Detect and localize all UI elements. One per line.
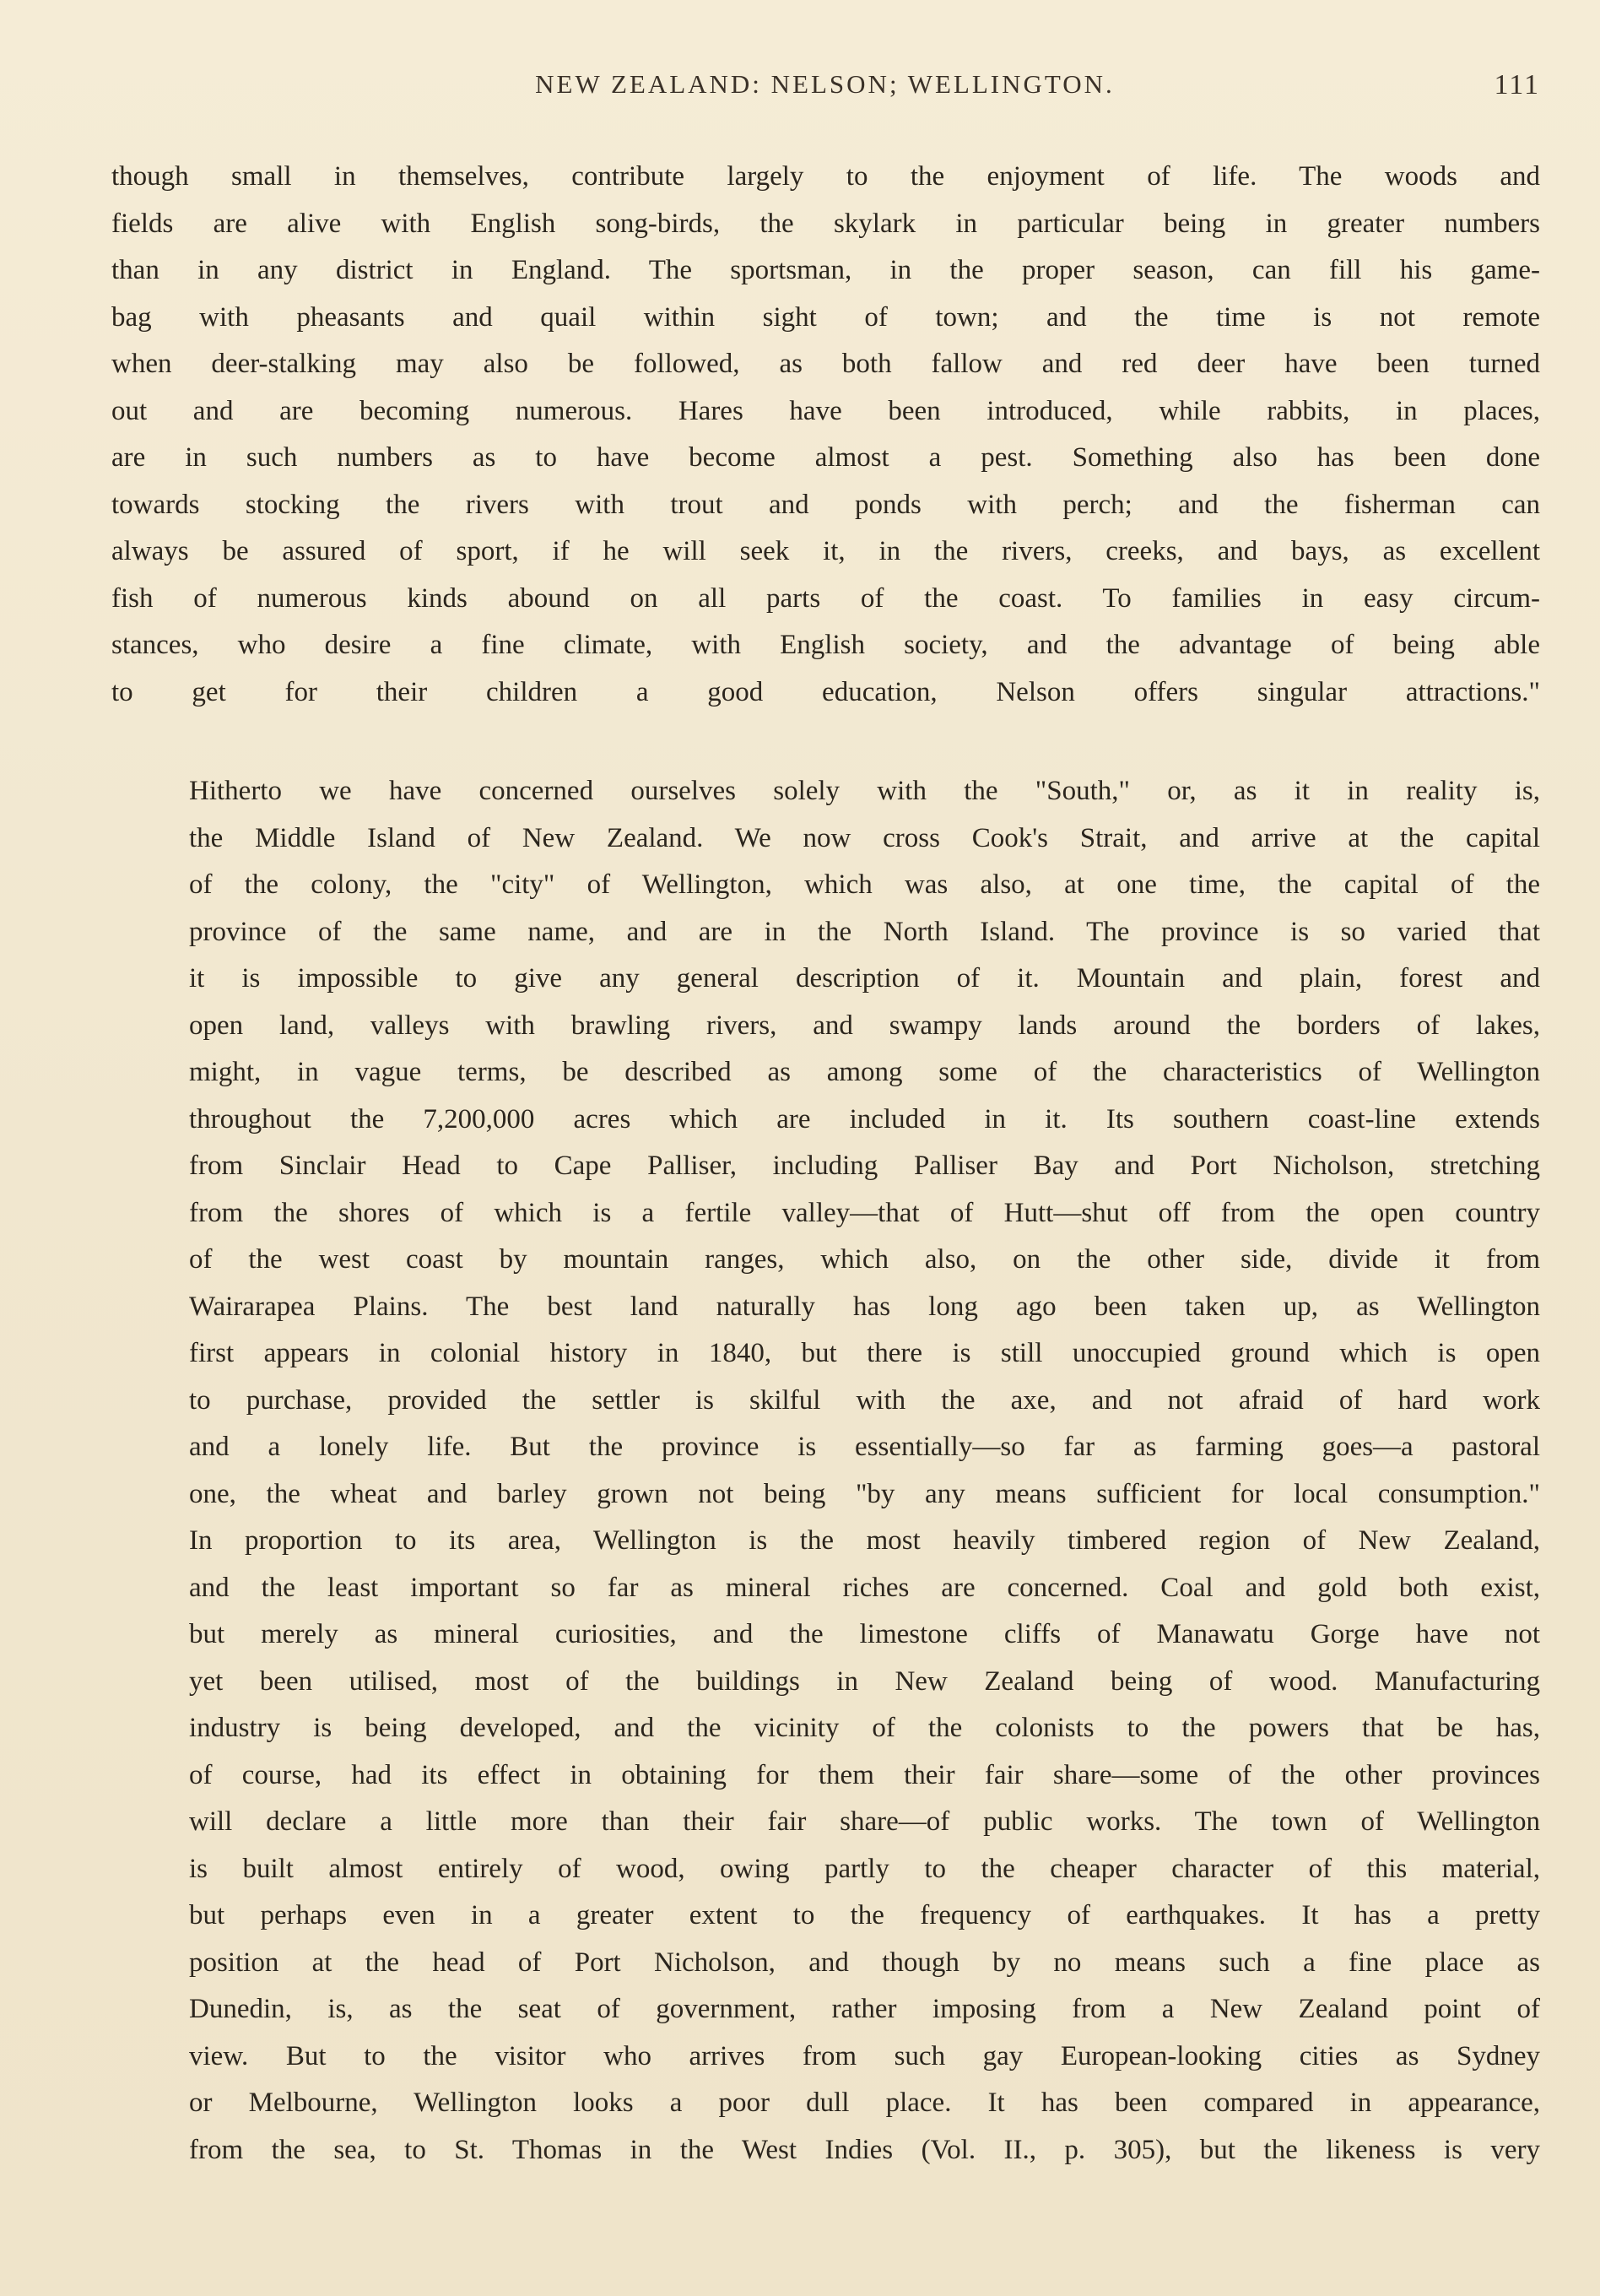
text-line: yet been utilised, most of the buildings in New Zealand being of wood. Manufacturing — [189, 1665, 1540, 1697]
paragraph-nelson-attractions — [111, 154, 1540, 716]
text-line: stances, who desire a fine climate, with English society, and the advantage of being able — [111, 630, 1540, 660]
running-header — [110, 69, 1540, 111]
text-line: and a lonely life. But the province is essentially—so far as farming goes—a pastoral — [189, 1432, 1540, 1462]
text-line: might, in vague terms, be described as among some of the characteristics of Wellington — [189, 1057, 1540, 1087]
text-line: from the shores of which is a fertile valley—that of Hutt—shut off from the open country — [189, 1197, 1540, 1228]
text-line: but merely as mineral curiosities, and the limestone cliffs of Manawatu Gorge have not — [189, 1619, 1540, 1649]
text-line: from the sea, to St. Thomas in the West Indies (Vol. II., p. 305), but the likeness is very — [189, 2134, 1540, 2165]
text-line: province of the same name, and are in the North Island. The province is so varied that — [189, 916, 1540, 947]
text-line: and the least important so far as mineral riches are concerned. Coal and gold both exist, — [189, 1572, 1540, 1603]
text-line: position at the head of Port Nicholson, and though by no means such a fine place as — [189, 1947, 1540, 1978]
text-line: but perhaps even in a greater extent to the frequency of earthquakes. It has a pretty — [189, 1900, 1540, 1930]
text-line: is built almost entirely of wood, owing partly to the cheaper character of this material, — [189, 1853, 1540, 1884]
text-line: fish of numerous kinds abound on all parts of the coast. To families in easy circum- — [111, 582, 1540, 614]
text-line: than in any district in England. The sportsman, in the proper season, can fill his game- — [111, 255, 1540, 285]
paragraph-wellington — [111, 768, 1540, 2174]
text-line: to purchase, provided the settler is skilful with the axe, and not afraid of hard work — [189, 1384, 1540, 1416]
text-line: when deer-stalking may also be followed, as both fallow and red deer have been turned — [111, 349, 1540, 379]
text-line: first appears in colonial history in 1840, but there is still unoccupied ground which is open — [189, 1338, 1540, 1368]
text-line: to get for their children a good education, Nelson offers singular attractions." — [111, 676, 1540, 707]
text-line: out and are becoming numerous. Hares have been introduced, while rabbits, in places, — [111, 395, 1540, 426]
text-line: view. But to the visitor who arrives from such gay European-looking cities as Sydney — [189, 2040, 1540, 2071]
text-line: Wairarapea Plains. The best land naturally has long ago been taken up, as Wellington — [189, 1291, 1540, 1322]
text-line: of the west coast by mountain ranges, which also, on the other side, divide it from — [189, 1244, 1540, 1275]
text-line: Dunedin, is, as the seat of government, rather imposing from a New Zealand point of — [189, 1994, 1540, 2024]
text-line: of course, had its effect in obtaining for them their fair share—some of the other provinces — [189, 1759, 1540, 1790]
text-line: bag with pheasants and quail within sight of town; and the time is not remote — [111, 301, 1540, 333]
text-line: one, the wheat and barley grown not being "by any means sufficient for local consumption." — [189, 1478, 1540, 1509]
text-line: Hitherto we have concerned ourselves solely with the "South," or, as it in reality is, — [189, 776, 1540, 806]
text-line: the Middle Island of New Zealand. We now cross Cook's Strait, and arrive at the capital — [189, 822, 1540, 853]
text-line: fields are alive with English song-birds, the skylark in particular being in greater numbers — [111, 208, 1540, 239]
text-line: of the colony, the "city" of Wellington, which was also, at one time, the capital of the — [189, 869, 1540, 900]
page-number: 111 — [1494, 69, 1540, 100]
text-line: though small in themselves, contribute largely to the enjoyment of life. The woods and — [111, 161, 1540, 192]
text-line: In proportion to its area, Wellington is the most heavily timbered region of New Zealand, — [189, 1525, 1540, 1556]
text-line: industry is being developed, and the vicinity of the colonists to the powers that be has, — [189, 1713, 1540, 1743]
text-line: open land, valleys with brawling rivers, and swampy lands around the borders of lakes, — [189, 1010, 1540, 1041]
text-line: throughout the 7,200,000 acres which are included in it. Its southern coast-line extends — [189, 1103, 1540, 1134]
text-line: or Melbourne, Wellington looks a poor dull place. It has been compared in appearance, — [189, 2088, 1540, 2118]
body-text — [111, 154, 1540, 2174]
text-line: from Sinclair Head to Cape Palliser, including Palliser Bay and Port Nicholson, stretching — [189, 1151, 1540, 1181]
text-line: it is impossible to give any general description of it. Mountain and plain, forest and — [189, 963, 1540, 994]
running-title: NEW ZEALAND: NELSON; WELLINGTON. — [535, 69, 1115, 99]
text-line: towards stocking the rivers with trout and ponds with perch; and the fisherman can — [111, 489, 1540, 520]
text-line: will declare a little more than their fair share—of public works. The town of Wellington — [189, 1806, 1540, 1837]
text-line: always be assured of sport, if he will seek it, in the rivers, creeks, and bays, as excellent — [111, 536, 1540, 566]
text-line: are in such numbers as to have become almost a pest. Something also has been done — [111, 442, 1540, 473]
